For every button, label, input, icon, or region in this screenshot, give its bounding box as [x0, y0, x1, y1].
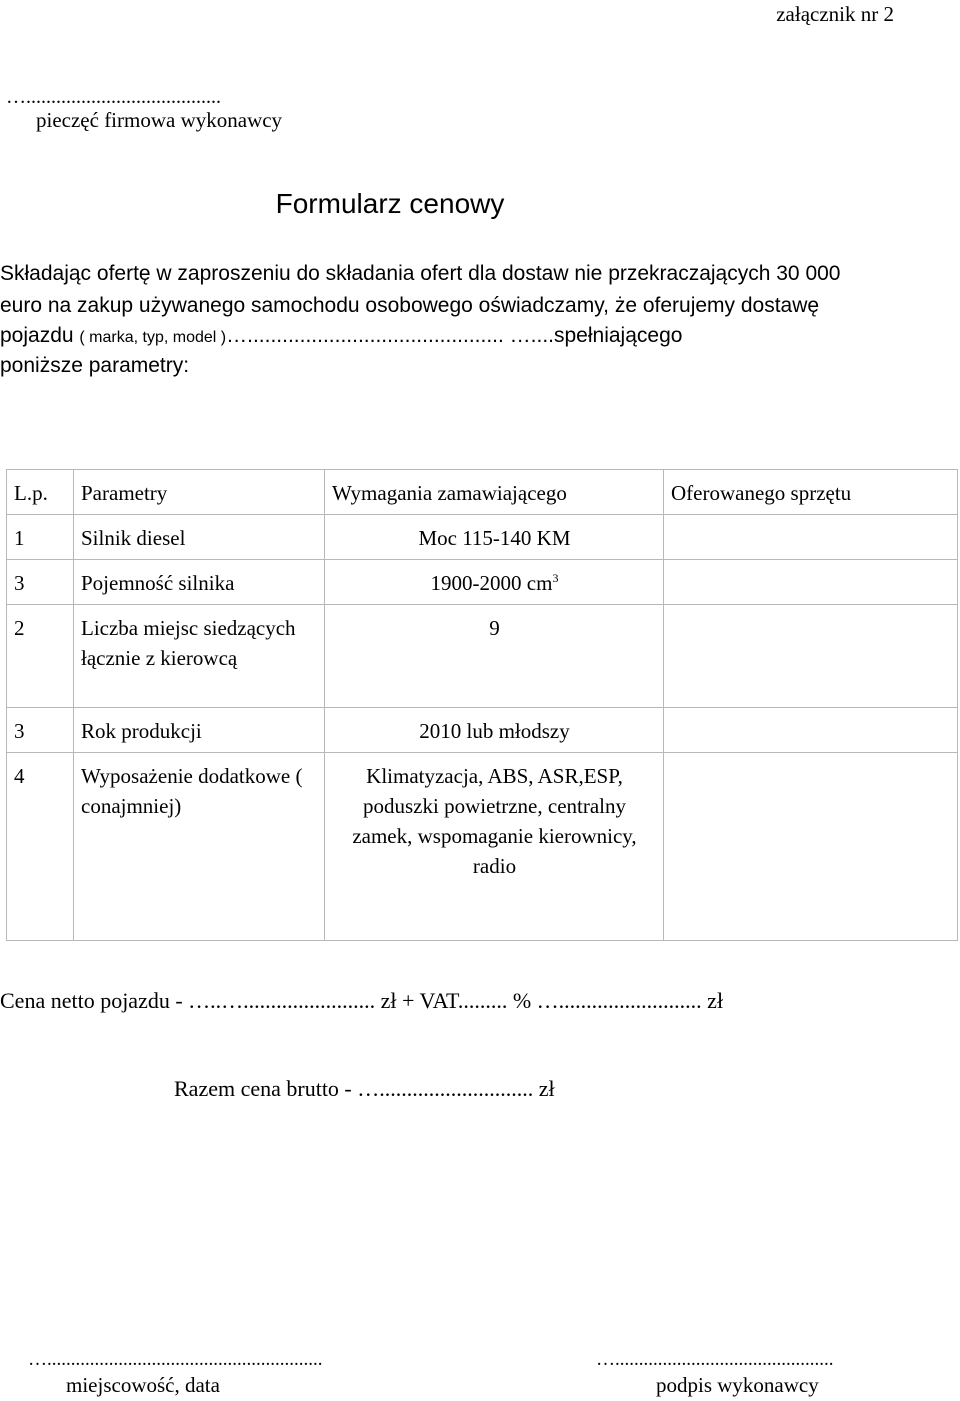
row-lp: 3 — [7, 560, 74, 605]
row-lp: 2 — [7, 605, 74, 708]
row-offered-field[interactable] — [664, 515, 958, 560]
net-price-line: Cena netto pojazdu - …..…........................ zł + VAT......... % ….......................... zł — [0, 988, 724, 1013]
place-date-dotted-line: ….......................................................... — [28, 1349, 323, 1370]
header-lp: L.p. — [7, 470, 74, 515]
row-offered-field[interactable] — [664, 708, 958, 753]
row-parameter: Liczba miejsc siedzących łącznie z kierowcą — [74, 605, 325, 708]
stamp-dotted-line: …....................................... — [6, 86, 221, 108]
annex-label: załącznik nr 2 — [776, 2, 894, 26]
intro-line-2: euro na zakup używanego samochodu osobowego oświadczamy, że oferujemy dostawę — [0, 294, 820, 317]
intro-line-1: Składając ofertę w zaproszeniu do składania ofert dla dostaw nie przekraczających 30 000 — [0, 262, 841, 285]
row-parameter: Pojemność silnika — [74, 560, 325, 605]
superscript: 3 — [552, 571, 559, 585]
table-row — [7, 753, 958, 941]
header-requirements: Wymagania zamawiającego — [325, 470, 664, 515]
row-requirement: 9 — [325, 605, 664, 708]
row-parameter: Rok produkcji — [74, 708, 325, 753]
row-parameter: Wyposażenie dodatkowe ( conajmniej) — [74, 753, 325, 941]
table-row — [7, 515, 958, 560]
row-lp: 1 — [7, 515, 74, 560]
gross-price-line: Razem cena brutto - …............................ zł — [174, 1076, 555, 1101]
intro-line-3 — [0, 324, 682, 348]
row-offered-field[interactable] — [664, 560, 958, 605]
parameters-table — [6, 469, 958, 941]
requirement-text: 1900-2000 cm — [430, 571, 553, 595]
signature-label: podpis wykonawcy — [656, 1373, 819, 1397]
header-parameters: Parametry — [74, 470, 325, 515]
row-requirement: Klimatyzacja, ABS, ASR,ESP, poduszki powietrzne, centralny zamek, wspomaganie kierownicy, radio — [325, 753, 664, 941]
stamp-label: pieczęć firmowa wykonawcy — [36, 108, 283, 132]
row-lp: 3 — [7, 708, 74, 753]
row-lp: 4 — [7, 753, 74, 941]
place-date-label: miejscowość, data — [66, 1373, 220, 1397]
form-title: Formularz cenowy — [275, 188, 505, 219]
table-row — [7, 560, 958, 605]
table-row — [7, 708, 958, 753]
row-offered-field[interactable] — [664, 753, 958, 941]
row-requirement — [325, 560, 664, 605]
intro-line-3-small: ( marka, typ, model ) — [79, 329, 227, 346]
row-requirement: Moc 115-140 KM — [325, 515, 664, 560]
intro-line-3-start: pojazdu — [0, 324, 74, 347]
intro-line-4: poniższe parametry: — [0, 354, 190, 377]
table-header-row — [7, 470, 958, 515]
row-requirement: 2010 lub młodszy — [325, 708, 664, 753]
signature-dotted-line: ….............................................. — [596, 1349, 834, 1370]
row-offered-field[interactable] — [664, 605, 958, 708]
row-parameter: Silnik diesel — [74, 515, 325, 560]
header-offered: Oferowanego sprzętu — [664, 470, 958, 515]
table-row — [7, 605, 958, 708]
intro-line-3-end: …............................................ …....spełniającego — [226, 324, 683, 347]
